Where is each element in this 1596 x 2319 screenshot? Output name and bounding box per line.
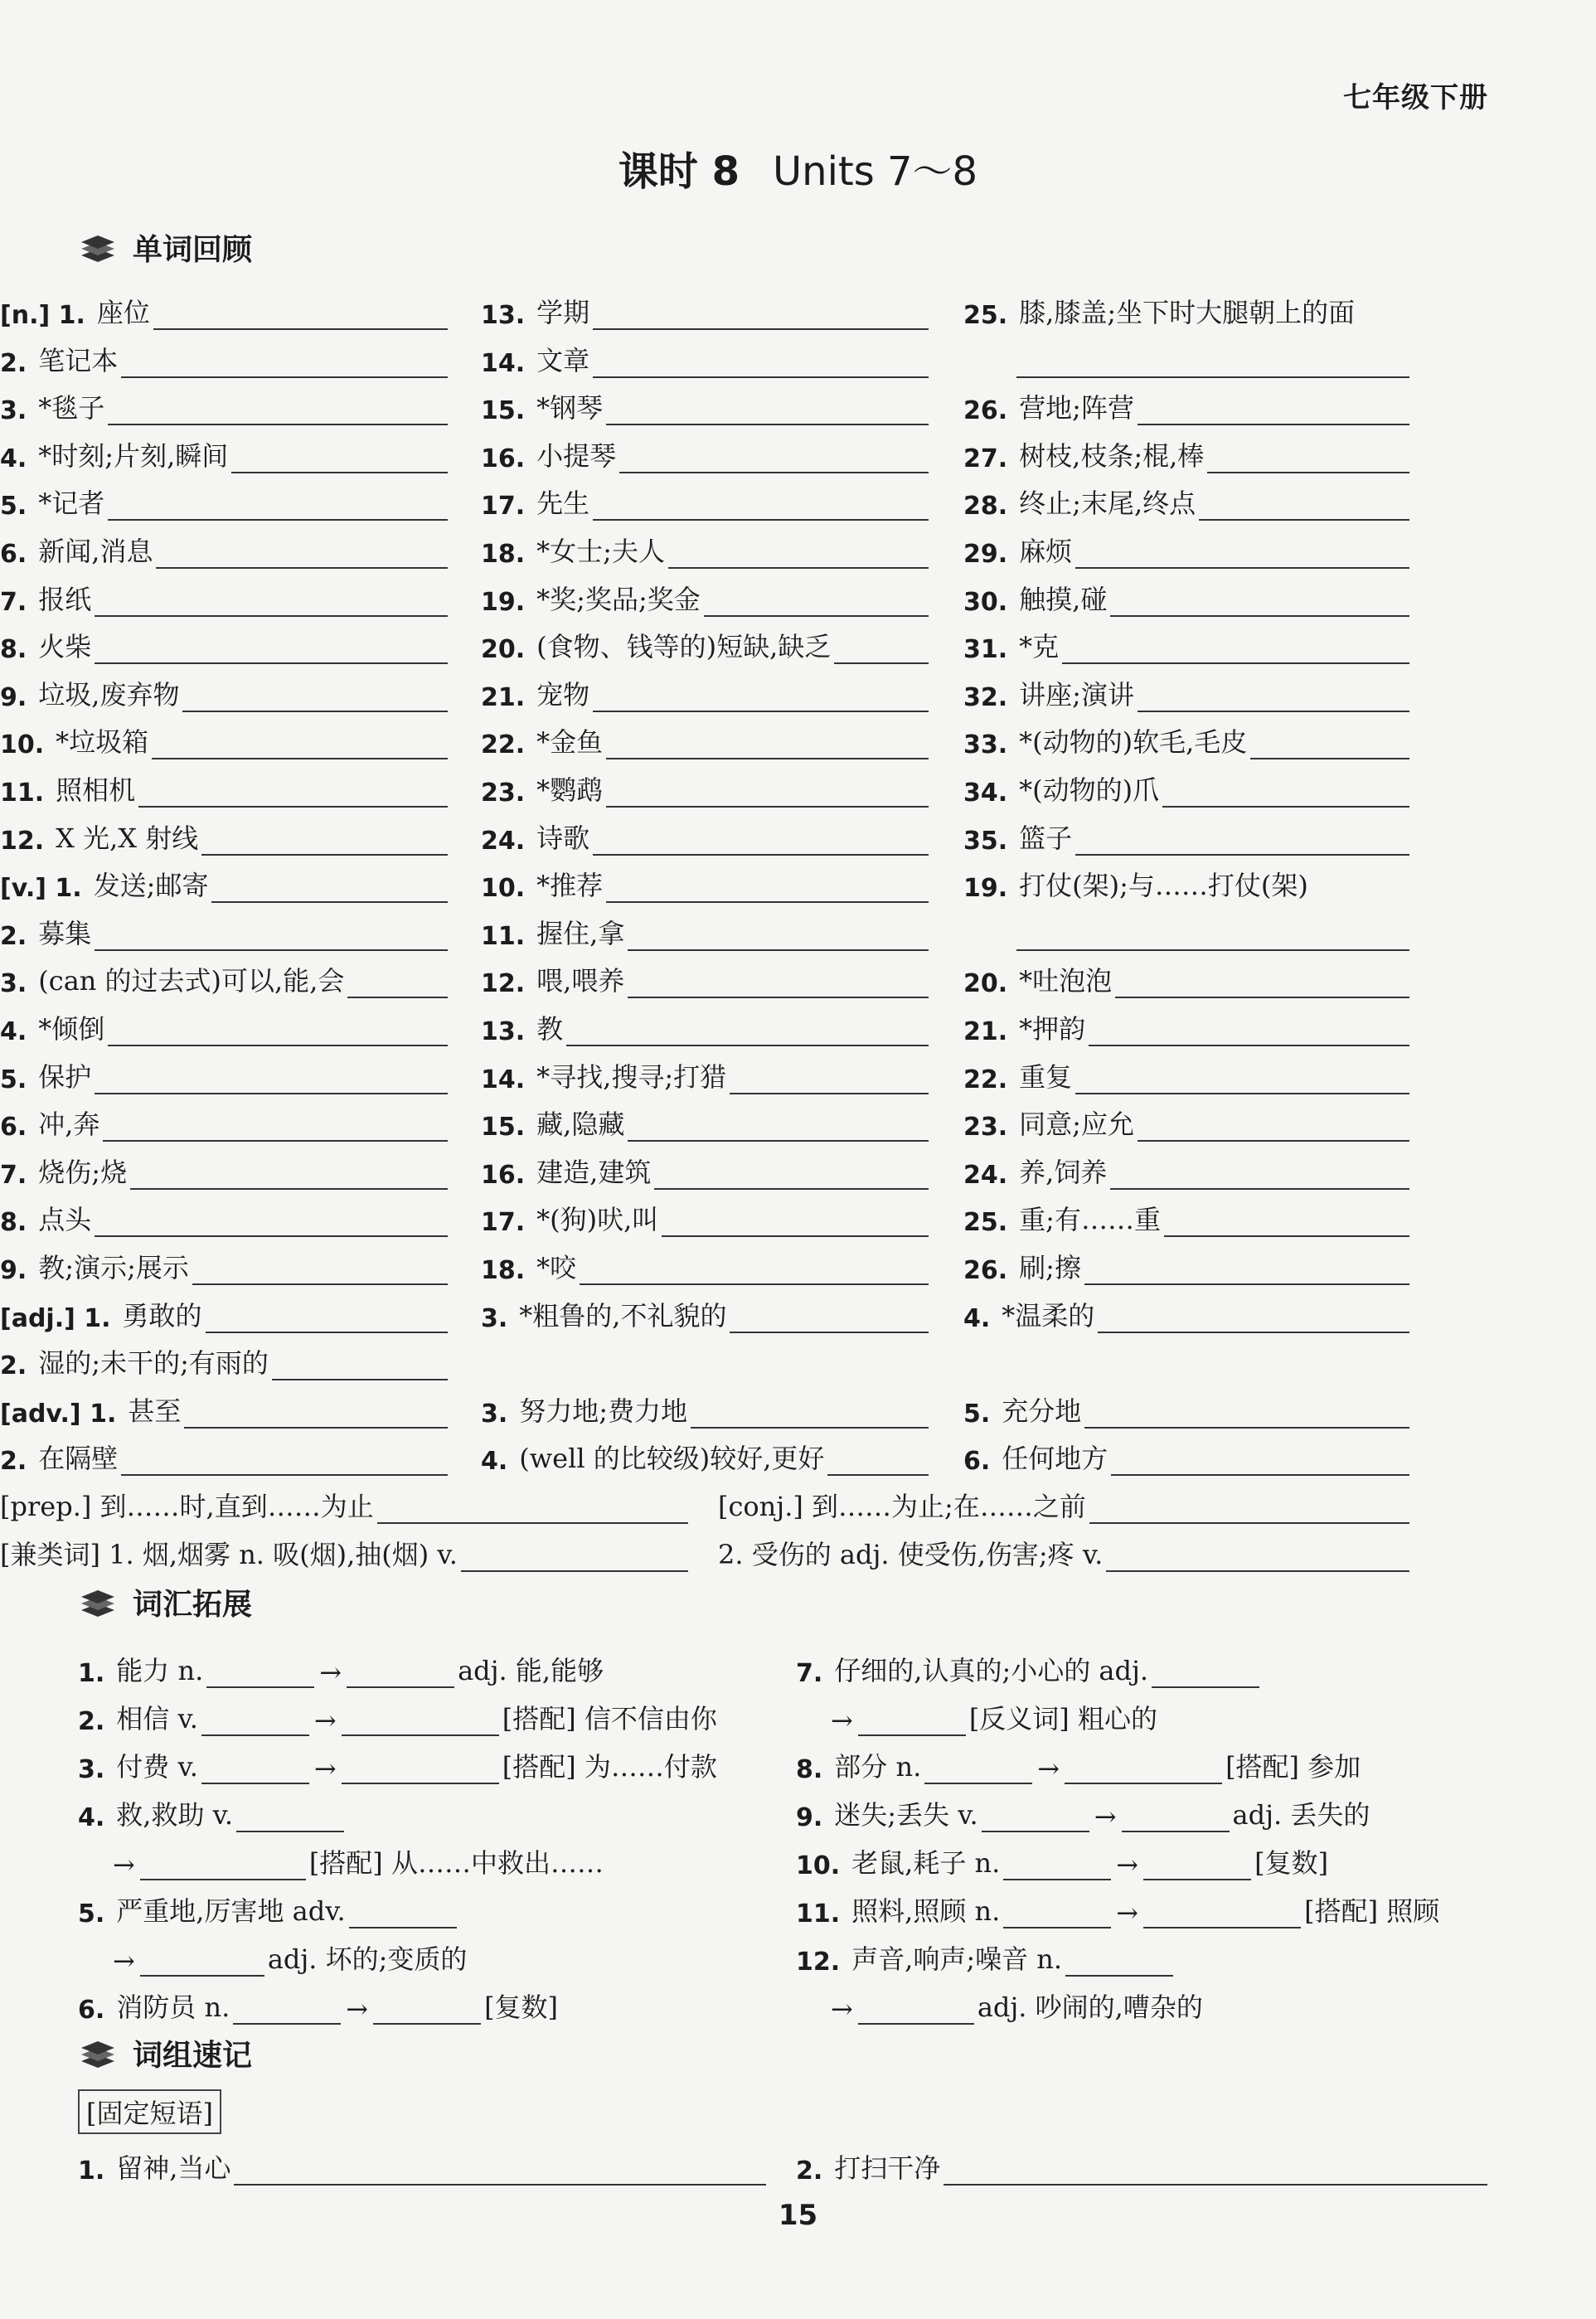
answer-blank[interactable] (593, 821, 929, 856)
answer-blank[interactable] (944, 2151, 1487, 2186)
arrow-icon: → (1094, 1801, 1117, 1832)
answer-blank[interactable] (95, 916, 448, 951)
vocab-item: 7. 报纸 (0, 569, 448, 617)
answer-blank[interactable] (272, 1346, 448, 1380)
vocab-item: 2. 募集 (0, 903, 448, 951)
answer-blank[interactable] (1122, 1797, 1230, 1832)
vocab-item: 20. (食物、钱等的)短缺,缺乏 (481, 616, 929, 664)
vocab-item: 3. (can 的过去式)可以,能,会 (0, 950, 448, 998)
answer-blank[interactable] (377, 1489, 688, 1524)
expansion-item: 10. 老鼠,耗子 n. → [复数] (796, 1847, 1329, 1880)
answer-blank[interactable] (233, 1990, 341, 2025)
vocab-item: 33. *(动物的)软毛,毛皮 (963, 711, 1409, 759)
answer-blank[interactable] (347, 963, 448, 998)
vocab-item: 30. 触摸,碰 (963, 569, 1409, 617)
vocab-item: 23. *鹦鹉 (481, 759, 929, 808)
phrase-item: 2. 打扫干净 (796, 2137, 1487, 2186)
vocab-item: [兼类词] 1. 烟,烟雾 n. 吸(烟),抽(烟) v. (0, 1524, 688, 1572)
vocab-item: 16. 建造,建筑 (481, 1142, 929, 1190)
arrow-icon: → (1116, 1897, 1139, 1928)
answer-blank[interactable] (108, 1012, 448, 1046)
vocab-item: [adv.] 1. 甚至 (0, 1380, 448, 1429)
answer-blank[interactable] (342, 1701, 499, 1736)
vocab-item: 21. 宠物 (481, 664, 929, 712)
vocab-item: 27. 树枝,枝条;棍,棒 (963, 425, 1409, 473)
vocab-item: 18. *女士;夫人 (481, 521, 929, 569)
vocab-item: 6. 新闻,消息 (0, 521, 448, 569)
answer-blank[interactable] (1003, 1894, 1111, 1928)
expansion-item: 4. 救,救助 v. (78, 1784, 347, 1832)
vocab-item: 34. *(动物的)爪 (963, 759, 1409, 808)
title-units: Units 7～8 (773, 148, 978, 195)
expansion-item: 6. 消防员 n. → [复数] (78, 1992, 559, 2025)
arrow-icon: → (346, 1993, 369, 2025)
answer-blank[interactable] (130, 1155, 448, 1190)
section-title: 词汇拓展 (133, 1587, 253, 1622)
vocab-item: 9. 垃圾,废弃物 (0, 664, 448, 712)
answer-blank[interactable] (691, 1394, 929, 1429)
answer-blank[interactable] (1138, 1107, 1409, 1142)
arrow-icon: → (113, 1945, 135, 1977)
answer-blank[interactable] (858, 1990, 974, 2025)
answer-blank[interactable] (1089, 1489, 1409, 1524)
arrow-icon: → (319, 1657, 342, 1688)
vocab-item: 24. 诗歌 (481, 808, 929, 856)
vocab-item: 13. 教 (481, 998, 929, 1046)
answer-blank[interactable] (349, 1894, 457, 1928)
vocab-item: [v.] 1. 发送;邮寄 (0, 855, 448, 903)
vocab-item: 26. 营地;阵营 (963, 377, 1409, 425)
vocab-item: 23. 同意;应允 (963, 1094, 1409, 1142)
section-title: 词组速记 (133, 2038, 253, 2073)
answer-blank[interactable] (593, 295, 929, 330)
expansion-item: → adj. 吵闹的,嘈杂的 (831, 1992, 1203, 2025)
answer-blank[interactable] (730, 1060, 929, 1094)
answer-blank[interactable] (1162, 773, 1409, 808)
expansion-item: 8. 部分 n. → [搭配] 参加 (796, 1751, 1361, 1784)
vocab-item: 12. X 光,X 射线 (0, 808, 448, 856)
answer-blank[interactable] (704, 582, 929, 617)
answer-blank[interactable] (628, 916, 929, 951)
answer-blank[interactable] (1098, 1298, 1409, 1333)
expansion-item: 11. 照料,照顾 n. → [搭配] 照顾 (796, 1895, 1440, 1928)
answer-blank[interactable] (201, 821, 448, 856)
answer-blank[interactable] (103, 1107, 448, 1142)
section-vocab-expansion (78, 1580, 252, 1623)
vocab-item: 32. 讲座;演讲 (963, 664, 1409, 712)
vocab-item: 20. *吐泡泡 (963, 950, 1409, 998)
answer-blank[interactable] (1084, 1394, 1409, 1429)
answer-blank[interactable] (628, 963, 929, 998)
arrow-icon: → (313, 1705, 337, 1736)
answer-blank[interactable] (95, 1202, 448, 1237)
section-word-review (78, 226, 252, 269)
answer-blank[interactable] (628, 1107, 929, 1142)
answer-blank[interactable] (140, 1942, 264, 1977)
answer-blank[interactable] (461, 1537, 688, 1572)
answer-blank[interactable] (153, 295, 448, 330)
vocab-item: 22. 重复 (963, 1046, 1409, 1094)
vocab-item (1013, 330, 1409, 378)
answer-blank[interactable] (606, 868, 929, 903)
answer-blank[interactable] (1089, 1012, 1409, 1046)
vocab-item: 2. 笔记本 (0, 330, 448, 378)
answer-blank[interactable] (152, 725, 448, 759)
vocab-item: 13. 学期 (481, 282, 929, 330)
phrase-row (78, 2137, 1487, 2186)
page-title (0, 139, 1596, 196)
expansion-item: → [反义词] 粗心的 (831, 1703, 1157, 1736)
answer-blank[interactable] (95, 629, 448, 664)
fixed-phrase-label: [固定短语] (78, 2089, 221, 2134)
vocab-item: 10. *推荐 (481, 855, 929, 903)
vocab-item: 15. *钢琴 (481, 377, 929, 425)
vocab-item: [prep.] 到……时,直到……为止 (0, 1476, 688, 1524)
vocab-item: 5. 充分地 (963, 1380, 1409, 1429)
vocab-item: 19. *奖;奖品;奖金 (481, 569, 929, 617)
answer-blank[interactable] (606, 725, 929, 759)
answer-blank[interactable] (730, 1298, 929, 1333)
vocab-item: 12. 喂,喂养 (481, 950, 929, 998)
answer-blank[interactable] (668, 534, 929, 569)
answer-blank[interactable] (206, 1653, 314, 1688)
answer-blank[interactable] (156, 534, 448, 569)
answer-blank[interactable] (1164, 1202, 1409, 1237)
answer-blank[interactable] (1062, 629, 1409, 664)
answer-blank[interactable] (95, 1060, 448, 1094)
answer-blank[interactable] (834, 629, 929, 664)
vocab-item: 15. 藏,隐藏 (481, 1094, 929, 1142)
arrow-icon: → (1116, 1849, 1139, 1880)
answer-blank[interactable] (606, 391, 929, 425)
vocab-item: 8. 点头 (0, 1189, 448, 1237)
arrow-icon: → (113, 1849, 135, 1880)
vocab-item (1013, 903, 1409, 951)
answer-blank[interactable] (1138, 391, 1409, 425)
books-icon (78, 2036, 118, 2069)
answer-blank[interactable] (1138, 677, 1409, 712)
vocab-item: 2. 在隔壁 (0, 1428, 448, 1476)
answer-blank[interactable] (858, 1701, 966, 1736)
answer-blank[interactable] (231, 439, 448, 473)
books-icon (78, 1585, 118, 1618)
answer-blank[interactable] (211, 868, 448, 903)
section-title: 单词回顾 (133, 232, 253, 267)
section-phrases (78, 2031, 252, 2074)
vocab-item: 17. *(狗)吠,叫 (481, 1189, 929, 1237)
answer-blank[interactable] (1207, 439, 1409, 473)
answer-blank[interactable] (1065, 1942, 1173, 1977)
answer-blank[interactable] (108, 391, 448, 425)
answer-blank[interactable] (580, 1250, 929, 1285)
answer-blank[interactable] (201, 1749, 309, 1784)
vocab-item: 2. 受伤的 adj. 使受伤,伤害;疼 v. (718, 1524, 1409, 1572)
arrow-icon: → (1037, 1753, 1060, 1784)
vocab-item: 8. 火柴 (0, 616, 448, 664)
answer-blank[interactable] (1075, 1060, 1409, 1094)
answer-blank[interactable] (140, 1846, 306, 1880)
answer-blank[interactable] (924, 1749, 1032, 1784)
phrase-item: 1. 留神,当心 (78, 2137, 766, 2186)
answer-blank[interactable] (234, 2151, 766, 2186)
vocab-item: 3. *毯子 (0, 377, 448, 425)
answer-blank[interactable] (1111, 1441, 1409, 1476)
vocab-item: 5. 保护 (0, 1046, 448, 1094)
vocab-item: 5. *记者 (0, 473, 448, 521)
answer-blank[interactable] (593, 486, 929, 521)
answer-blank[interactable] (566, 1012, 929, 1046)
answer-blank[interactable] (654, 1155, 929, 1190)
vocab-item: 35. 篮子 (963, 808, 1409, 856)
answer-blank[interactable] (108, 486, 448, 521)
expansion-item: 1. 能力 n. → adj. 能,能够 (78, 1655, 604, 1688)
answer-blank[interactable] (1065, 1749, 1222, 1784)
expansion-item: 9. 迷失;丢失 v. → adj. 丢失的 (796, 1799, 1370, 1832)
answer-blank[interactable] (342, 1749, 499, 1784)
expansion-item: 12. 声音,响声;噪音 n. (796, 1928, 1176, 1977)
answer-blank[interactable] (347, 1653, 454, 1688)
answer-blank[interactable] (606, 773, 929, 808)
answer-blank[interactable] (95, 582, 448, 617)
answer-blank[interactable] (982, 1797, 1089, 1832)
answer-blank[interactable] (121, 1441, 448, 1476)
answer-blank[interactable] (1003, 1846, 1111, 1880)
expansion-item: 3. 付费 v. → [搭配] 为……付款 (78, 1751, 717, 1784)
answer-blank[interactable] (1016, 916, 1409, 951)
vocab-item: 25. 重;有……重 (963, 1189, 1409, 1237)
expansion-item: → [搭配] 从……中救出…… (113, 1847, 604, 1880)
vocab-item: 14. *寻找,搜寻;打猎 (481, 1046, 929, 1094)
vocab-item: 14. 文章 (481, 330, 929, 378)
vocab-item: 31. *克 (963, 616, 1409, 664)
vocab-item: 26. 刷;擦 (963, 1237, 1409, 1285)
vocab-item: 19. 打仗(架);与……打仗(架) (963, 870, 1308, 904)
answer-blank[interactable] (1152, 1653, 1259, 1688)
expansion-item: 5. 严重地,厉害地 adv. (78, 1880, 460, 1928)
answer-blank[interactable] (182, 677, 448, 712)
vocab-item: 7. 烧伤;烧 (0, 1142, 448, 1190)
vocab-item: 4. *倾倒 (0, 998, 448, 1046)
answer-blank[interactable] (1143, 1846, 1251, 1880)
expansion-item: → adj. 坏的;变质的 (113, 1943, 468, 1977)
answer-blank[interactable] (619, 439, 929, 473)
vocab-item: 3. 努力地;费力地 (481, 1380, 929, 1429)
answer-blank[interactable] (121, 343, 448, 378)
answer-blank[interactable] (184, 1394, 448, 1429)
answer-blank[interactable] (373, 1990, 481, 2025)
answer-blank[interactable] (593, 343, 929, 378)
vocab-item: 9. 教;演示;展示 (0, 1237, 448, 1285)
answer-blank[interactable] (206, 1298, 448, 1333)
vocab-item: 25. 膝,膝盖;坐下时大腿朝上的面 (963, 297, 1356, 330)
vocab-item: 4. *时刻;片刻,瞬间 (0, 425, 448, 473)
vocab-item: 6. 冲,奔 (0, 1094, 448, 1142)
answer-blank[interactable] (593, 677, 929, 712)
answer-blank[interactable] (192, 1250, 448, 1285)
answer-blank[interactable] (1075, 821, 1409, 856)
vocab-item: 16. 小提琴 (481, 425, 929, 473)
vocab-item: 28. 终止;末尾,终点 (963, 473, 1409, 521)
answer-blank[interactable] (1199, 486, 1409, 521)
vocab-item: 4. (well 的比较级)较好,更好 (481, 1428, 929, 1476)
vocab-item: 29. 麻烦 (963, 521, 1409, 569)
answer-blank[interactable] (1075, 534, 1409, 569)
vocab-item: 11. 照相机 (0, 759, 448, 808)
vocab-item: [adj.] 1. 勇敢的 (0, 1285, 448, 1333)
vocab-item: 2. 湿的;未干的;有雨的 (0, 1332, 448, 1380)
vocab-item: 17. 先生 (481, 473, 929, 521)
grade-label: 七年级下册 (1343, 81, 1488, 114)
answer-blank[interactable] (1110, 1155, 1409, 1190)
arrow-icon: → (831, 1993, 853, 2025)
answer-blank[interactable] (1084, 1250, 1409, 1285)
books-icon (78, 230, 118, 264)
vocab-item: 6. 任何地方 (963, 1428, 1409, 1476)
vocab-item: 21. *押韵 (963, 998, 1409, 1046)
vocab-item: 24. 养,饲养 (963, 1142, 1409, 1190)
expansion-item: 7. 仔细的,认真的;小心的 adj. (796, 1640, 1263, 1688)
answer-blank[interactable] (1143, 1894, 1301, 1928)
vocab-item: 10. *垃圾箱 (0, 711, 448, 759)
page-number: 15 (778, 2199, 818, 2232)
answer-blank[interactable] (827, 1441, 929, 1476)
answer-blank[interactable] (236, 1797, 344, 1832)
vocab-item: [n.] 1. 座位 (0, 282, 448, 330)
vocab-item: 11. 握住,拿 (481, 903, 929, 951)
vocab-item: 22. *金鱼 (481, 711, 929, 759)
arrow-icon: → (831, 1705, 853, 1736)
vocab-item: 3. *粗鲁的,不礼貌的 (481, 1285, 929, 1333)
answer-blank[interactable] (1250, 725, 1409, 759)
answer-blank[interactable] (1110, 582, 1409, 617)
title-lesson: 课时 8 (618, 148, 740, 195)
arrow-icon: → (313, 1753, 337, 1784)
answer-blank[interactable] (1016, 343, 1409, 378)
answer-blank[interactable] (1115, 963, 1409, 998)
answer-blank[interactable] (1106, 1537, 1409, 1572)
expansion-item: 2. 相信 v. → [搭配] 信不信由你 (78, 1703, 717, 1736)
vocab-item: [conj.] 到……为止;在……之前 (718, 1476, 1409, 1524)
vocab-item: 18. *咬 (481, 1237, 929, 1285)
answer-blank[interactable] (201, 1701, 309, 1736)
answer-blank[interactable] (662, 1202, 929, 1237)
answer-blank[interactable] (138, 773, 448, 808)
vocab-item: 4. *温柔的 (963, 1285, 1409, 1333)
